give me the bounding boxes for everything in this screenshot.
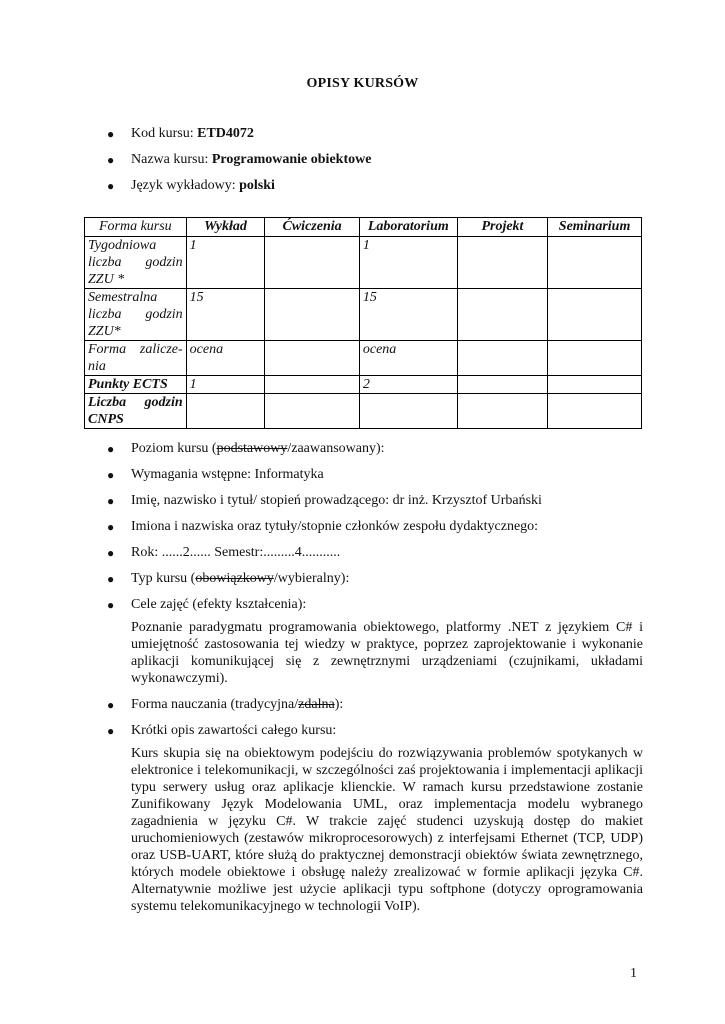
summary-paragraph: Kurs skupia się na obiektowym podejściu do rozwiązywania problemów spotykanych w elektronice i telekomunikacji, w szczególności zaś projektowania i implementacji aplikacji typu serwery usług oraz aplikacje klienckie. W ramach kursu przedstawione zostanie Zunifikowany Język Modelowania UML, oraz implementacja modelu wybranego zagadnienia w języku C#. W trakcie zajęć studenci uzyskują dostęp do makiet uruchomieniowych (zestawów mikroprocesorowych) z interfejsami Ethernet (TCP, UDP) oraz USB-UART, które służą do praktycznej demonstracji obiektów świata zewnętrznego, których modele obiektowe i obsługę należy zrealizować w formie aplikacji języka C#. Alternatywnie możliwe jest użycie aplikacji typu softphone (dotyczy oprogramowania systemu telekomunikacyjnego w technologii VoIP). [131, 746, 643, 914]
table-header-row [85, 218, 642, 237]
table-cell: 1 [186, 237, 265, 289]
list-item [105, 597, 645, 687]
table-cell [457, 394, 547, 429]
bullet-icon: ● [107, 442, 115, 456]
list-item [105, 441, 645, 457]
table-cell: 1 [359, 237, 457, 289]
goals-label: Cele zajęć (efekty kształcenia): [131, 597, 307, 612]
course-meta-list [105, 126, 645, 204]
bullet-icon: ● [107, 598, 115, 612]
table-cell [265, 289, 360, 341]
table-row [85, 394, 642, 429]
table-cell [265, 237, 360, 289]
form-suffix: ): [334, 697, 344, 712]
list-item [105, 571, 645, 587]
course-language-value: polski [239, 178, 275, 193]
course-name-label: Nazwa kursu: [131, 152, 212, 167]
table-cell [548, 237, 642, 289]
row-label: Semestralna liczba godzin ZZU* [85, 289, 187, 341]
row-label: Punkty ECTS [85, 376, 187, 394]
table-row [85, 289, 642, 341]
table-header: Wykład [186, 218, 265, 237]
table-cell [548, 394, 642, 429]
type-suffix: /wybieralny): [273, 571, 350, 586]
list-item [105, 178, 645, 194]
row-label: Tygodniowa liczba godzin ZZU * [85, 237, 187, 289]
table-cell [457, 341, 547, 376]
course-details-list [105, 441, 645, 925]
table-cell [265, 376, 360, 394]
table-row [85, 341, 642, 376]
list-item [105, 467, 645, 483]
bullet-icon: ● [107, 494, 115, 508]
list-item [105, 545, 645, 561]
table-cell [457, 237, 547, 289]
goals-paragraph: Poznanie paradygmatu programowania obiektowego, platformy .NET z językiem C# i umiejętność zastosowania tej wiedzy w praktyce, poprzez zaprojektowanie i wykonanie aplikacji komunikującej się z zewnętrznymi urządzeniami (czujnikami, układami wykonawczymi). [131, 620, 643, 686]
list-item [105, 493, 645, 509]
row-label: Liczba godzin CNPS [85, 394, 187, 429]
table-cell: 1 [186, 376, 265, 394]
summary-label: Krótki opis zawartości całego kursu: [131, 723, 337, 738]
level-prefix: Poziom kursu ( [131, 441, 217, 456]
bullet-icon: ● [107, 724, 115, 738]
table-cell [186, 394, 265, 429]
bullet-icon: ● [107, 698, 115, 712]
form-prefix: Forma nauczania (tradycyjna/ [131, 697, 299, 712]
table-header: Forma kursu [85, 218, 187, 237]
table-cell [548, 341, 642, 376]
form-struck-option: zdalna [298, 697, 335, 712]
course-hours-table [84, 217, 642, 429]
year-semester-text: Rok: ......2...... Semestr:.........4........... [131, 545, 341, 560]
table-cell [359, 394, 457, 429]
table-row [85, 237, 642, 289]
requirements-text: Wymagania wstępne: Informatyka [131, 467, 324, 482]
bullet-icon: ● [107, 572, 115, 586]
page-number: 1 [630, 966, 637, 981]
course-code-label: Kod kursu: [131, 126, 198, 141]
bullet-icon: ● [107, 468, 115, 482]
table-cell [265, 341, 360, 376]
bullet-icon: ● [107, 153, 115, 167]
type-struck-option: obowiązkowy [195, 571, 274, 586]
table-header: Ćwiczenia [265, 218, 360, 237]
table-cell [457, 376, 547, 394]
table-cell: 15 [186, 289, 265, 341]
table-cell [265, 394, 360, 429]
lecturer-text: Imię, nazwisko i tytuł/ stopień prowadzącego: dr inż. Krzysztof Urbański [131, 493, 542, 508]
level-struck-option: podstawowy [216, 441, 288, 456]
list-item [105, 152, 645, 168]
bullet-icon: ● [107, 546, 115, 560]
table-row [85, 376, 642, 394]
table-cell: ocena [359, 341, 457, 376]
table-cell [457, 289, 547, 341]
list-item [105, 126, 645, 142]
bullet-icon: ● [107, 127, 115, 141]
table-cell: 15 [359, 289, 457, 341]
list-item [105, 697, 645, 713]
table-cell [548, 289, 642, 341]
table-header: Laboratorium [359, 218, 457, 237]
level-suffix: /zaawansowany): [287, 441, 385, 456]
course-code-value: ETD4072 [197, 126, 254, 141]
table-header: Seminarium [548, 218, 642, 237]
list-item [105, 519, 645, 535]
course-name-value: Programowanie obiektowe [211, 152, 372, 167]
table-cell [548, 376, 642, 394]
bullet-icon: ● [107, 520, 115, 534]
list-item [105, 723, 645, 915]
bullet-icon: ● [107, 179, 115, 193]
team-text: Imiona i nazwiska oraz tytuły/stopnie członków zespołu dydaktycznego: [131, 519, 539, 534]
page-title: OPISY KURSÓW [306, 76, 419, 91]
table-cell: 2 [359, 376, 457, 394]
row-label: Forma zalicze-nia [85, 341, 187, 376]
type-prefix: Typ kursu ( [131, 571, 196, 586]
course-language-label: Język wykładowy: [131, 178, 240, 193]
table-header: Projekt [457, 218, 547, 237]
table-cell: ocena [186, 341, 265, 376]
